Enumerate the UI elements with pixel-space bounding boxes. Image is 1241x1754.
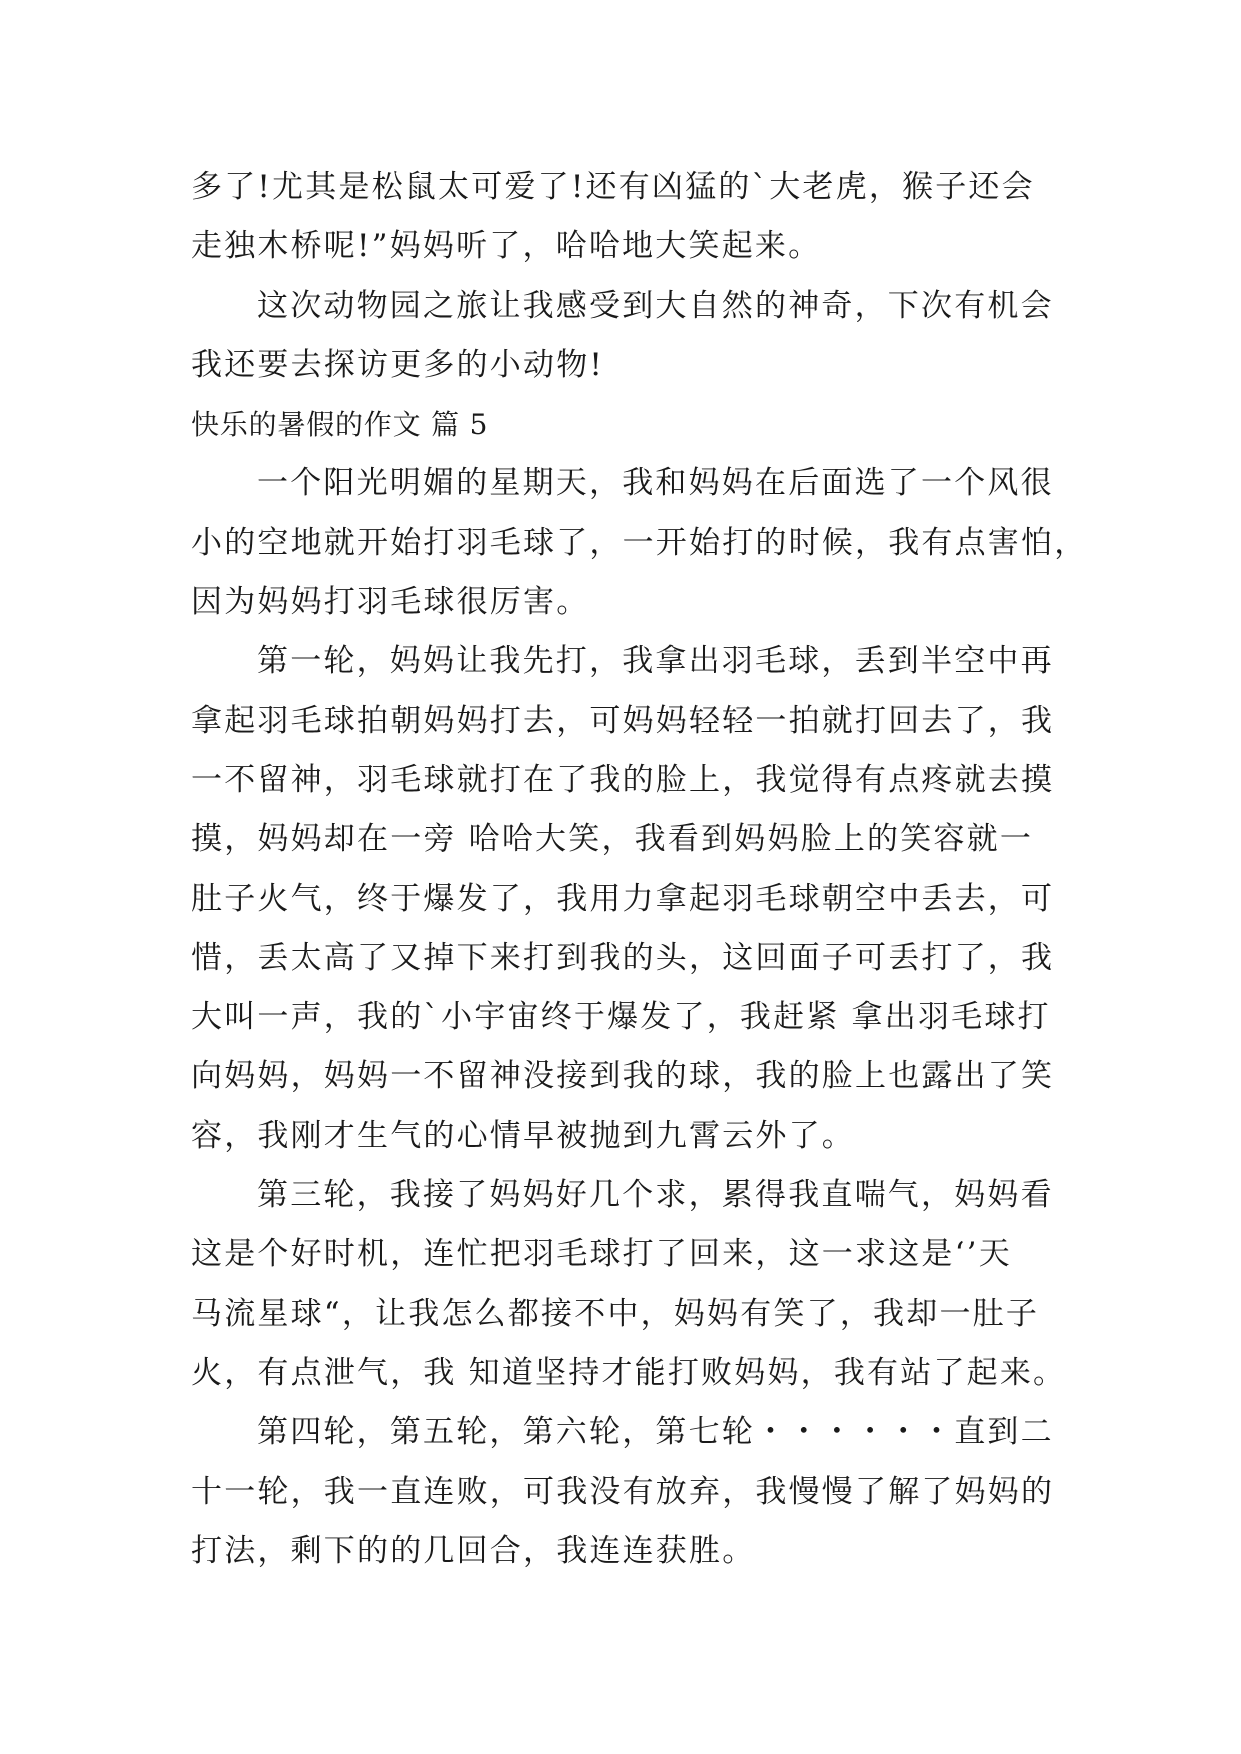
text-line: 十一轮，我一直连败，可我没有放弃，我慢慢了解了妈妈的	[191, 1473, 1055, 1510]
paragraph-start-line: 第三轮，我接了妈妈好几个求，累得我直喘气，妈妈看	[257, 1177, 1054, 1214]
text-line: 这是个好时机，连忙把羽毛球打了回来，这一求这是‘’天	[191, 1236, 1012, 1273]
text-line: 拿起羽毛球拍朝妈妈打去，可妈妈轻轻一拍就打回去了，我	[191, 702, 1055, 739]
text-line: 走独木桥呢!”妈妈听了，哈哈地大笑起来。	[191, 228, 822, 265]
paragraph-start-line: 第四轮，第五轮，第六轮，第七轮・・・・・・直到二	[257, 1414, 1054, 1451]
text-line: 因为妈妈打羽毛球很厉害。	[191, 584, 590, 621]
paragraph-start-line: 这次动物园之旅让我感受到大自然的神奇，下次有机会	[257, 287, 1054, 324]
text-line: 惜，丢太高了又掉下来打到我的头，这回面子可丢打了，我	[191, 939, 1055, 976]
paragraph-start-line: 第一轮，妈妈让我先打，我拿出羽毛球，丢到半空中再	[257, 643, 1054, 680]
text-line: 打法，剩下的的几回合，我连连获胜。	[191, 1532, 756, 1569]
text-line: 容，我刚才生气的心情早被抛到九霄云外了。	[191, 1117, 855, 1154]
text-line: 摸，妈妈却在一旁 哈哈大笑，我看到妈妈脸上的笑容就一	[191, 821, 1034, 858]
text-line: 马流星球“，让我怎么都接不中，妈妈有笑了，我却一肚子	[191, 1295, 1040, 1332]
section-heading: 快乐的暑假的作文 篇 5	[191, 408, 489, 442]
text-line: 肚子火气，终于爆发了，我用力拿起羽毛球朝空中丢去，可	[191, 880, 1055, 917]
text-line: 火，有点泄气，我 知道坚持才能打败妈妈，我有站了起来。	[191, 1354, 1067, 1391]
text-line: 一不留神，羽毛球就打在了我的脸上，我觉得有点疼就去摸	[191, 761, 1055, 798]
text-line: 小的空地就开始打羽毛球了，一开始打的时候，我有点害怕，	[191, 524, 1088, 561]
text-line: 向妈妈，妈妈一不留神没接到我的球，我的脸上也露出了笑	[191, 1058, 1055, 1095]
text-line: 我还要去探访更多的小动物!	[191, 346, 605, 383]
text-line: 多了!尤其是松鼠太可爱了!还有凶猛的`大老虎，猴子还会	[191, 169, 1035, 205]
paragraph-start-line: 一个阳光明媚的星期天，我和妈妈在后面选了一个风很	[257, 465, 1054, 502]
text-line: 大叫一声，我的`小宇宙终于爆发了，我赶紧 拿出羽毛球打	[191, 999, 1051, 1036]
document-body	[191, 158, 1088, 1581]
